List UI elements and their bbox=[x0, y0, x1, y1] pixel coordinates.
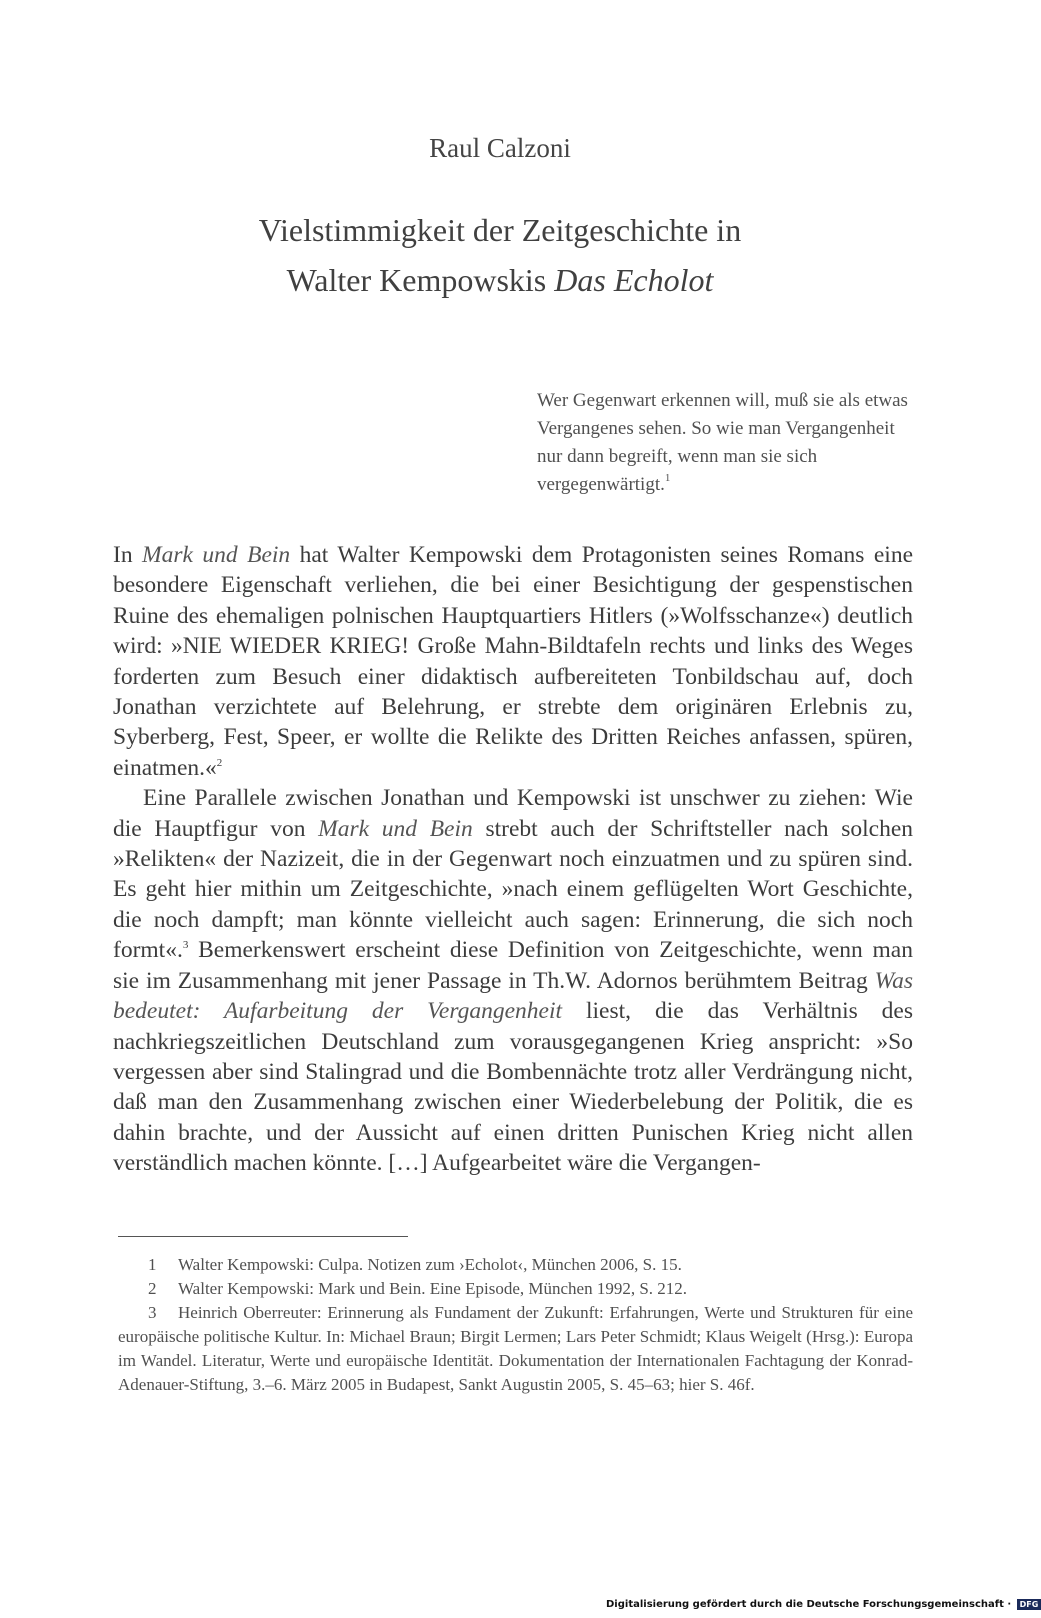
footnotes bbox=[118, 1253, 913, 1397]
footnote-text: Heinrich Oberreuter: Erinnerung als Fundament der Zukunft: Erfahrungen, Werte und Strukturen für eine europäische politische Kultur. In: Michael Braun; Birgit Lermen; Lars Peter Schmidt; Klaus Weigelt (Hrsg.): Europa im Wandel. Literatur, Werte und europäische Identität. Dokumentation der Internationalen Fachtagung der Konrad-Adenauer-Stiftung, 3.–6. März 2005 in Budapest, Sankt Augustin 2005, S. 45–63; hier S. 46f. bbox=[118, 1303, 913, 1394]
title-line-2-prefix: Walter Kempowskis bbox=[286, 262, 555, 298]
p2-end: liest, die das Verhältnis des nachkriegszeitlichen Deutschland zum vorausgegangenen Krieg anspricht: »So vergessen aber sind Stalingrad und die Bombennächte trotz aller Verdrängung nicht, daß man den Zusammenhang zwischen einer Wiederbelebung der Politik, die es dahin brachte, und der Aussicht auf einen dritten Punischen Krieg nicht allen verständlich machen könnte. […] Aufgearbeitet wäre die Vergangen- bbox=[113, 998, 914, 1177]
footnote-1 bbox=[118, 1253, 913, 1277]
footnote-number: 1 bbox=[148, 1255, 157, 1274]
p1-book-title: Mark und Bein bbox=[142, 542, 291, 568]
title-line-1: Vielstimmigkeit der Zeitgeschichte in bbox=[258, 212, 742, 248]
dfg-logo: DFG bbox=[1017, 1599, 1041, 1610]
footnote-divider bbox=[118, 1236, 408, 1237]
p2-mid-1: strebt auch der Schriftsteller nach solchen »Relikten« der Nazizeit, die in der Gegenwart noch einzuatmen und zu spüren sind. Es geht hier mithin um Zeitgeschichte, »nach einem geflügelten Wort Geschichte, die noch dampft; man könnte vielleicht auch sagen: Erinnerung, die sich noch formt«. bbox=[113, 815, 914, 964]
footnote-number: 2 bbox=[148, 1279, 157, 1298]
article-title bbox=[0, 205, 1000, 305]
footnote-ref-3: 3 bbox=[182, 939, 189, 952]
footnote-ref-1: 1 bbox=[664, 472, 671, 484]
footnote-number: 3 bbox=[148, 1303, 157, 1322]
p2-essay-title: Was bedeutet: Aufarbeitung der Vergangenheit bbox=[113, 967, 913, 1025]
footnote-text: Walter Kempowski: Culpa. Notizen zum ›Echolot‹, München 2006, S. 15. bbox=[178, 1255, 682, 1274]
footer-text: Digitalisierung gefördert durch die Deutsche Forschungsgemeinschaft · bbox=[606, 1599, 1015, 1610]
p2-mid-2: Bemerkenswert erscheint diese Definition von Zeitgeschichte, wenn man sie im Zusammenhang mit jener Passage in Th.W. Adornos berühmtem Beitrag bbox=[113, 937, 913, 994]
footnote-ref-2: 2 bbox=[216, 756, 223, 769]
epigraph-text: Wer Gegenwart erkennen will, muß sie als etwas Vergangenes sehen. So wie man Vergangenheit nur dann begreift, wenn man sie sich vergegenwärtigt. bbox=[537, 390, 908, 495]
epigraph bbox=[537, 387, 917, 499]
footnote-2 bbox=[118, 1277, 913, 1301]
author-name: Raul Calzoni bbox=[429, 133, 571, 163]
p1-text: hat Walter Kempowski dem Protagonisten seines Romans eine besondere Eigenschaft verliehen, die bei einer Besichtigung der gespenstischen Ruine des ehemaligen polnischen Hauptquartiers Hitlers (»Wolfsschanze«) deutlich wird: »NIE WIEDER KRIEG! Große Mahn-Bildtafeln rechts und links des Weges forderten zum Besuch einer didaktisch aufbereiteten Tonbildschau auf, doch Jonathan verzichtete auf Belehrung, er strebte dem originären Erlebnis zu, Syberberg, Fest, Speer, er wollte die Relikte des Dritten Reiches anfassen, spüren, einatmen.« bbox=[113, 542, 913, 781]
footnote-text: Walter Kempowski: Mark und Bein. Eine Episode, München 1992, S. 212. bbox=[178, 1279, 688, 1298]
p2-book-title: Mark und Bein bbox=[318, 815, 473, 842]
paragraph-2 bbox=[113, 783, 913, 1178]
p2-start: Eine Parallele zwischen Jonathan und Kempowski ist unschwer zu ziehen: Wie die Hauptfigur von bbox=[113, 785, 913, 842]
title-book-name: Das Echolot bbox=[554, 262, 714, 298]
p1-start: In bbox=[113, 542, 143, 568]
paragraph-1 bbox=[113, 540, 913, 783]
digitization-footer bbox=[606, 1599, 1041, 1610]
footnote-3 bbox=[118, 1301, 913, 1397]
body-text bbox=[113, 540, 913, 1179]
title-line-2 bbox=[0, 255, 1000, 305]
